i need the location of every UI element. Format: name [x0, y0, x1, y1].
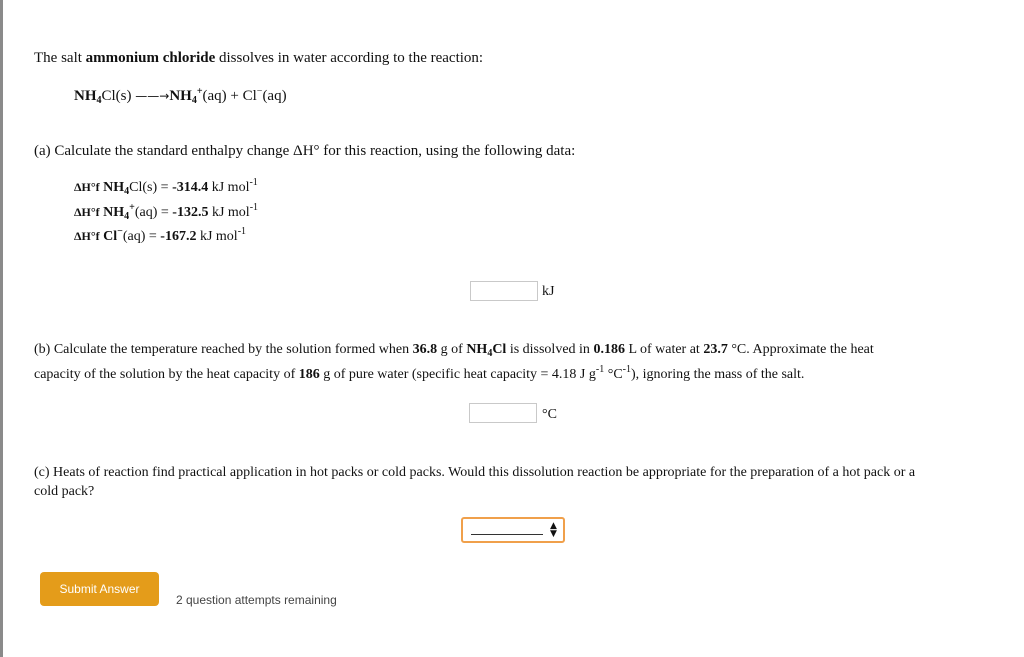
select-blank-line	[471, 534, 543, 535]
part-b-question-line1: (b) Calculate the temperature reached by the solution formed when 36.8 g of $NH_4Cl$ is dissolved in 0.186 L of water at 23.7 °C. Approximate the heat	[34, 342, 874, 359]
enthalpy-data-row: ΔH°f $NH_4Cl(s) = -314.4$ kJ mol$^{-1}$	[74, 177, 258, 197]
select-updown-icon: ▲▼	[550, 521, 557, 539]
reaction-arrow: ——→	[135, 89, 170, 103]
enthalpy-data-row: ΔH°f $NH_4^+(aq) = -132.5$ kJ mol$^{-1}$	[74, 202, 259, 222]
pack-type-select[interactable]	[461, 517, 565, 543]
submit-answer-button[interactable]: Submit Answer	[40, 572, 159, 606]
reaction-equation: $NH_4Cl(s)$ $——\to NH_4^+(aq) + Cl^-(aq)$	[74, 86, 287, 106]
part-c-question-line1: (c) Heats of reaction find practical application in hot packs or cold packs. Would this dissolution reaction be appropriate for the preparation of a hot pack or a	[34, 465, 916, 480]
enthalpy-answer-input[interactable]	[470, 281, 538, 301]
part-c-question-line2: cold pack?	[34, 484, 95, 499]
left-border	[0, 0, 3, 657]
part-a-question: (a) Calculate the standard enthalpy change ΔH° for this reaction, using the following data:	[34, 143, 576, 159]
enthalpy-data-row: ΔH°f Cl−(aq) = -167.2 kJ mol$^{-1}$	[74, 226, 247, 244]
attempts-remaining-text: 2 question attempts remaining	[176, 593, 337, 607]
temperature-answer-input[interactable]	[469, 403, 537, 423]
part-b-question-line2: capacity of the solution by the heat capacity of 186 g of pure water (specific heat capacity = 4.18 J $g^{-1}$ $^\circ C^{-1}$), ignoring the mass of the salt.	[34, 364, 805, 382]
intro-text: The salt ammonium chloride dissolves in water according to the reaction:	[34, 50, 484, 66]
enthalpy-unit-label: kJ	[542, 284, 555, 299]
temperature-unit-label: °C	[542, 407, 557, 422]
